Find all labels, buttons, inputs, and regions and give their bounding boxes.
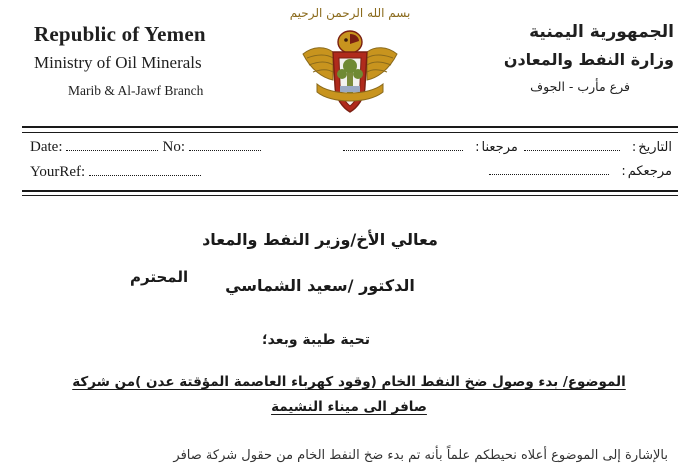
reference-english — [30, 138, 265, 188]
branch-name-en: Marib & Al-Jawf Branch — [68, 83, 204, 98]
national-emblem — [290, 6, 410, 118]
reference-arabic — [337, 138, 672, 186]
yourref-row — [30, 163, 265, 181]
date-field-ar[interactable] — [524, 138, 620, 151]
ourref-colon-ar: : — [475, 140, 480, 155]
ministry-name-en: Ministry of Oil Minerals — [34, 53, 202, 72]
subject-block — [48, 370, 650, 420]
paragraph-first: بالإشارة إلى الموضوع أعلاه نحيطكم علماً بأنه تم بدء ضخ النفط الخام من حقول شركة صافر — [173, 447, 668, 463]
no-label-en: No: — [162, 139, 185, 155]
date-no-row — [30, 138, 265, 156]
ourref-field-ar[interactable] — [343, 138, 463, 151]
ourref-label-ar: مرجعنا — [481, 140, 518, 155]
yourref-field-en[interactable] — [89, 163, 201, 176]
header-divider-bottom-thin — [22, 195, 678, 196]
letterhead-english — [30, 22, 280, 99]
yourref-colon-ar: : — [621, 164, 626, 179]
header-divider-top-thin — [22, 132, 678, 133]
country-name-en: Republic of Yemen — [34, 22, 206, 46]
date-label-en: Date: — [30, 139, 63, 155]
subject-line-1: الموضوع/ بدء وصول ضخ النفط الخام (وقود كهرباء العاصمة المؤقتة عدن )من شركة — [72, 374, 626, 390]
subject-line-2: صافر الى ميناء النشيمة — [271, 398, 427, 415]
no-field-en[interactable] — [189, 138, 261, 151]
date-colon-ar: : — [631, 140, 637, 155]
yemen-eagle-emblem-icon — [295, 24, 405, 118]
greeting-line: تحية طيبة وبعد؛ — [262, 332, 370, 348]
header-divider-bottom-thick — [22, 190, 678, 192]
respect-word: المحترم — [130, 268, 189, 286]
yourref-label-ar: مرجعكم — [627, 164, 672, 179]
country-name-ar: الجمهورية اليمنية — [529, 22, 674, 42]
branch-name-ar: فرع مأرب - الجوف — [530, 78, 630, 94]
yourref-label-en: YourRef: — [30, 164, 86, 180]
yourref-field-ar[interactable] — [489, 162, 609, 175]
letterhead — [0, 0, 700, 122]
date-field-en[interactable] — [66, 138, 158, 151]
date-label-ar: التاريخ — [638, 140, 672, 155]
header-divider-top-thick — [22, 126, 678, 128]
reference-band — [22, 138, 678, 188]
basmala-text: بسم الله الرحمن الرحيم — [289, 6, 411, 20]
ministry-name-ar: وزارة النفط والمعادن — [503, 50, 674, 70]
addressee-line-1: معالي الأخ/وزير النفط والمعاد — [202, 230, 438, 249]
date-ourref-row-ar — [337, 138, 672, 155]
letterhead-arabic — [414, 22, 674, 94]
letter-body — [22, 200, 676, 464]
addressee-line-2: الدكتور /سعيد الشماسي — [225, 276, 415, 295]
yourref-row-ar — [337, 162, 672, 179]
